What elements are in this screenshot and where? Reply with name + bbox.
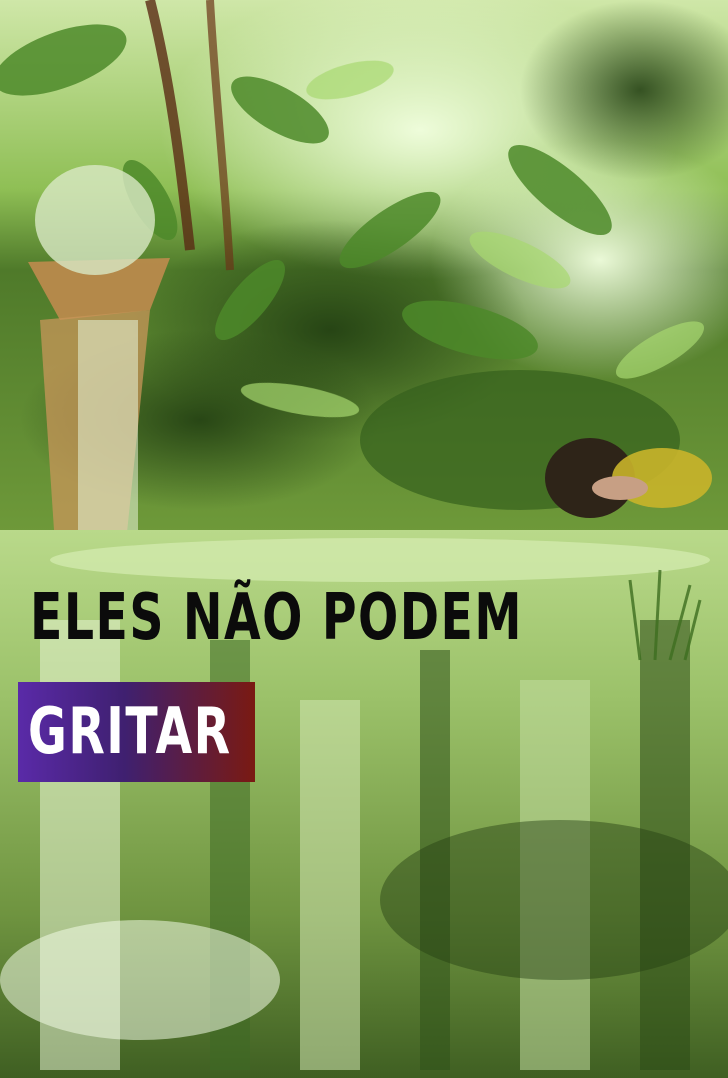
headline-line-1: ELES NÃO PODEM — [30, 581, 524, 655]
headline-line-2: GRITAR — [28, 695, 232, 769]
headline-highlight — [18, 682, 255, 782]
